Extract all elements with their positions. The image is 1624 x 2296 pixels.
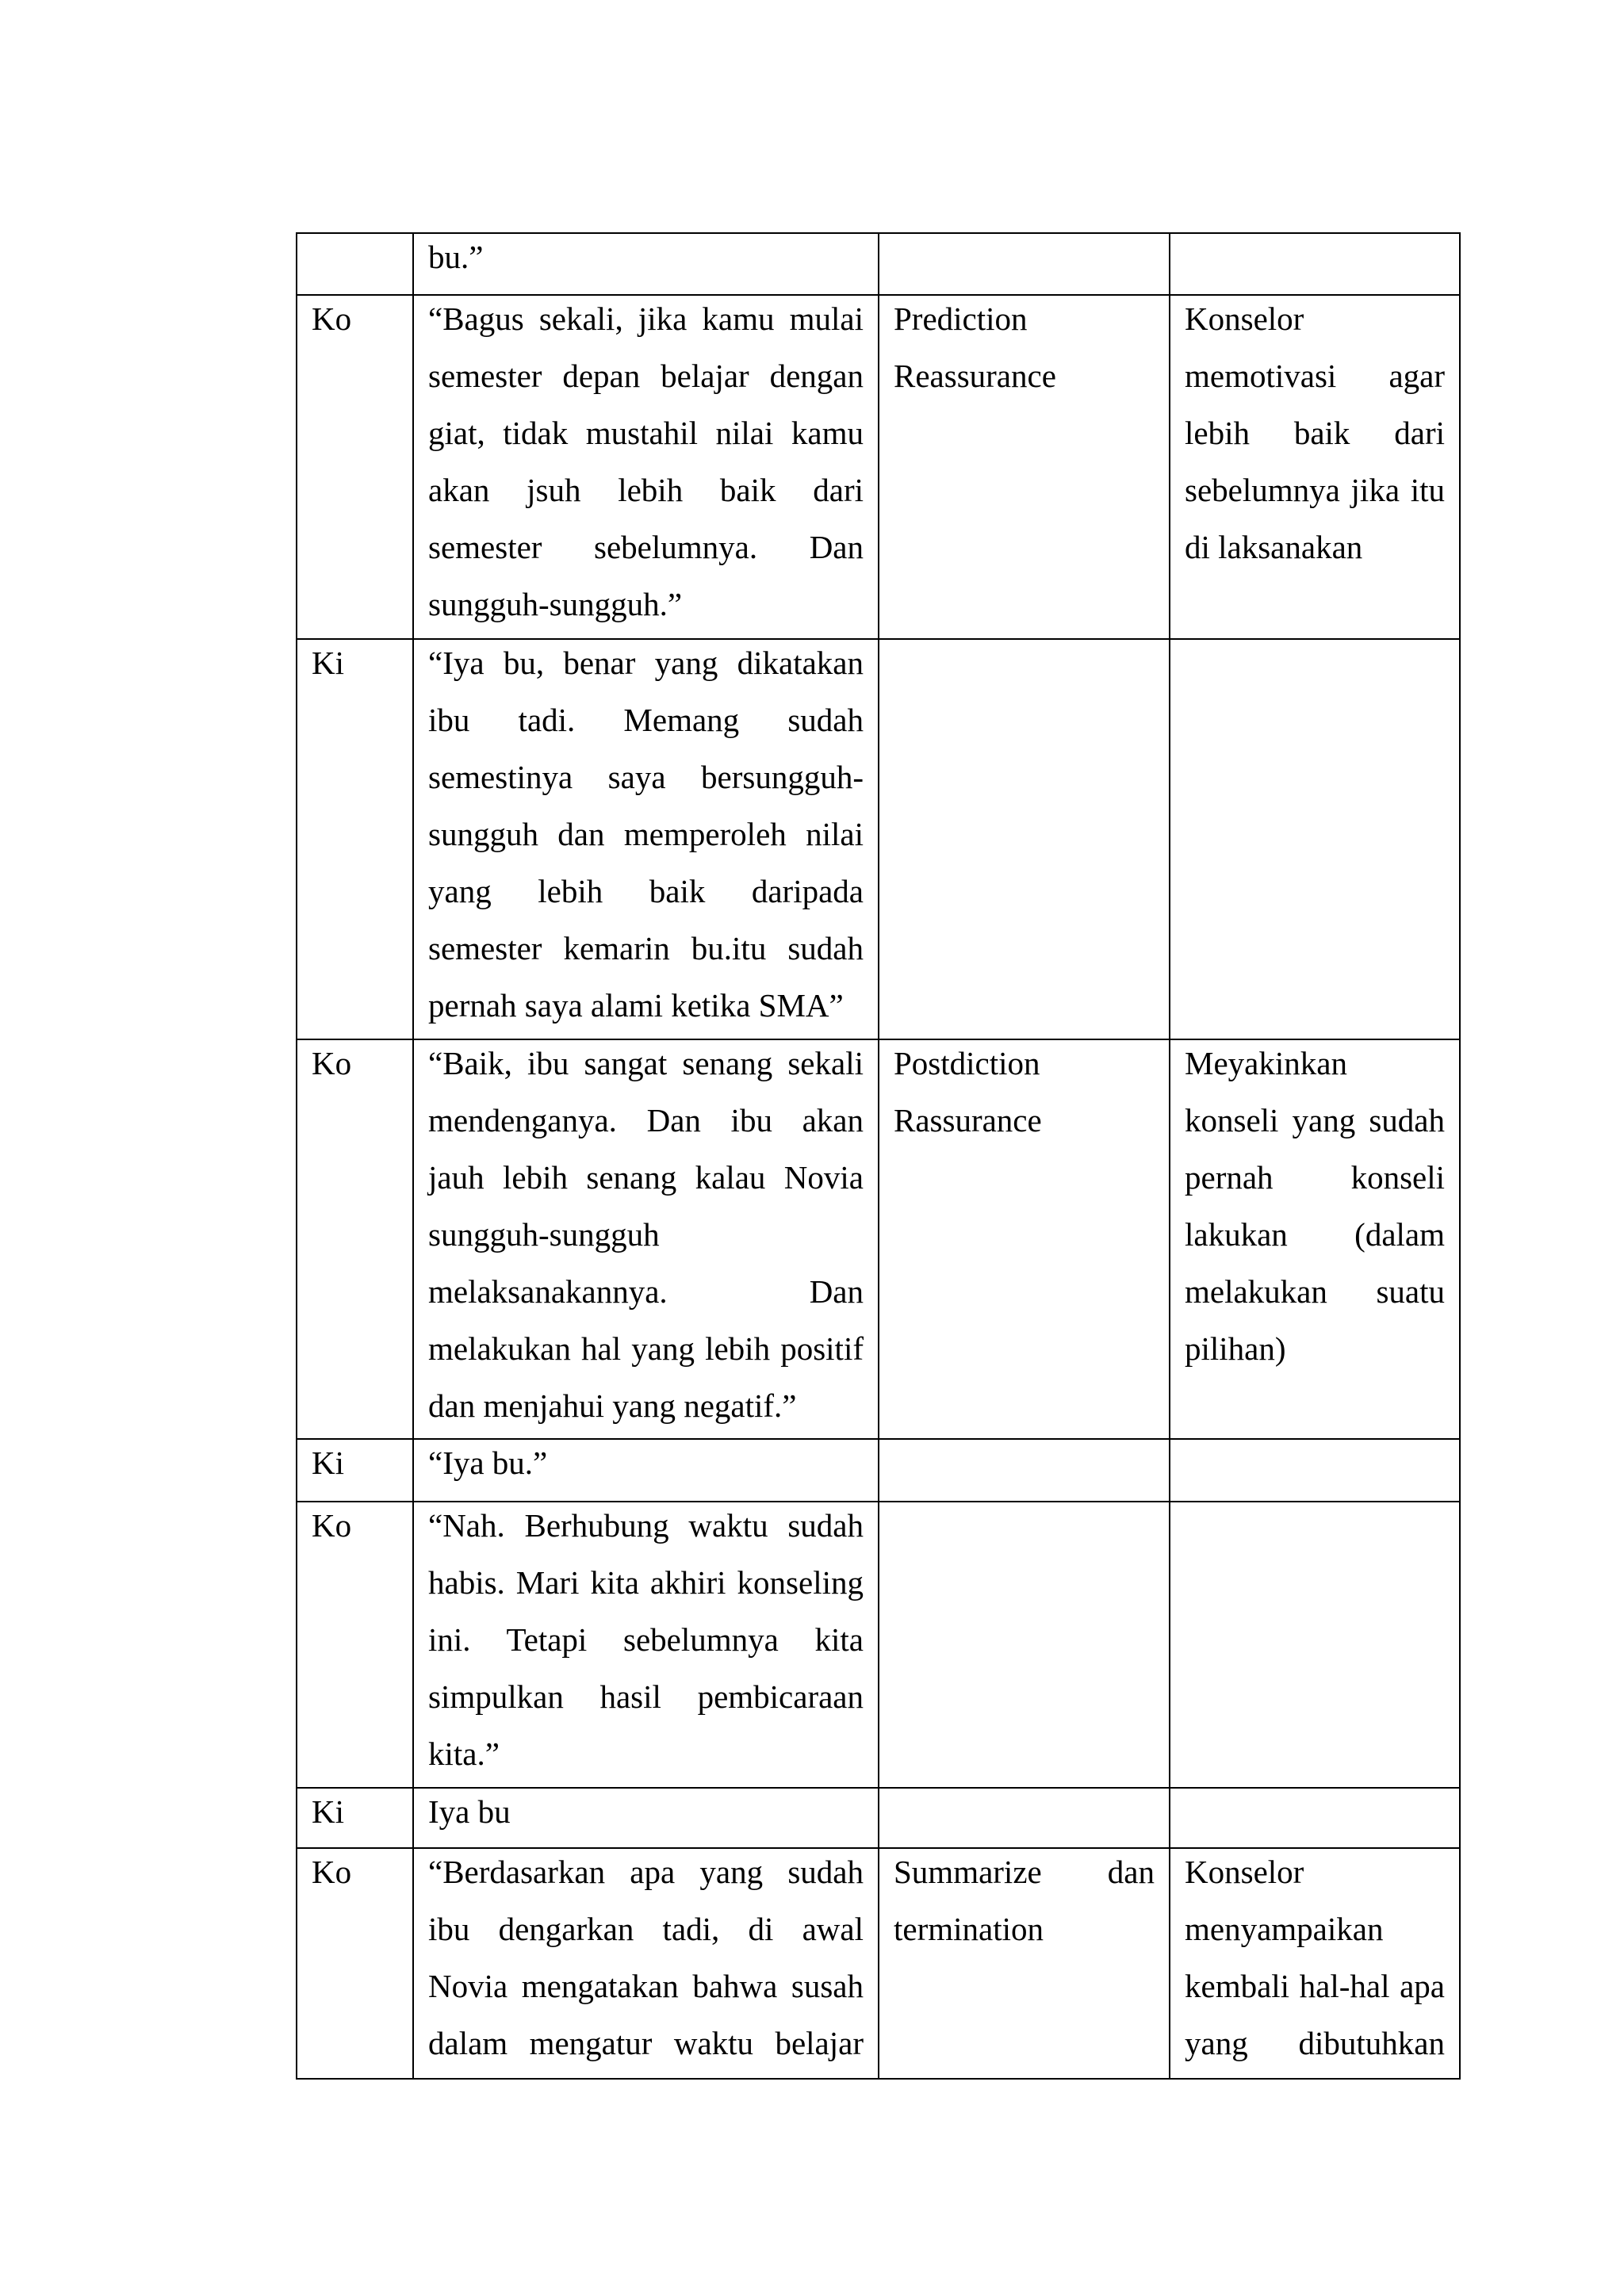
dialogue-line: semester depan belajar dengan [428,358,864,394]
description-line: konseli yang sudah [1185,1102,1445,1138]
description-cell [1170,1789,1461,1849]
dialogue-line: sungguh dan memperoleh nilai [428,816,864,852]
description-line: sebelumnya jika itu [1185,472,1445,508]
speaker-cell [297,1789,414,1849]
dialogue-line: “Nah. Berhubung waktu sudah [428,1507,864,1544]
speaker-label: Ko [312,1854,352,1890]
description-cell [1170,640,1461,1040]
dialogue-table [296,232,1461,2080]
dialogue-line: sungguh-sungguh.” [428,586,683,622]
technique-line: Postdiction [894,1045,1040,1081]
table-row [297,1502,1461,1789]
dialogue-cell [414,296,879,640]
dialogue-cell [414,1502,879,1789]
speaker-label: Ko [312,1507,352,1544]
dialogue-line: melaksanakannya. Dan [428,1273,864,1310]
dialogue-line: mendenganya. Dan ibu akan [428,1102,864,1138]
dialogue-line: “Berdasarkan apa yang sudah [428,1854,864,1890]
speaker-label: Ki [312,1793,344,1830]
dialogue-line: “Baik, ibu sangat senang sekali [428,1045,864,1081]
technique-line: Rassurance [894,1102,1042,1138]
description-cell [1170,1849,1461,2080]
description-cell [1170,1502,1461,1789]
table-row [297,234,1461,296]
technique-cell [879,1502,1170,1789]
dialogue-line: pernah saya alami ketika SMA” [428,987,844,1024]
dialogue-line: jauh lebih senang kalau Novia [428,1159,864,1196]
description-line: Meyakinkan [1185,1045,1347,1081]
dialogue-line: kita.” [428,1735,500,1772]
description-line: Konselor [1185,1854,1304,1890]
speaker-cell [297,296,414,640]
description-line: di laksanakan [1185,529,1363,565]
table-row [297,1440,1461,1502]
speaker-label: Ki [312,645,344,681]
technique-cell [879,1440,1170,1502]
technique-cell [879,1789,1170,1849]
dialogue-line: semester sebelumnya. Dan [428,529,864,565]
technique-line: Prediction [894,300,1028,337]
dialogue-line: melakukan hal yang lebih positif [428,1330,864,1367]
dialogue-cell [414,1040,879,1440]
speaker-cell [297,234,414,296]
table-row [297,640,1461,1040]
technique-cell [879,640,1170,1040]
speaker-cell [297,640,414,1040]
dialogue-line: ini. Tetapi sebelumnya kita [428,1621,864,1658]
dialogue-line: ibu tadi. Memang sudah [428,702,864,738]
dialogue-line: giat, tidak mustahil nilai kamu [428,415,864,451]
description-line: melakukan suatu [1185,1273,1445,1310]
description-cell [1170,1040,1461,1440]
speaker-label: Ki [312,1445,344,1481]
description-line: Konselor [1185,300,1304,337]
speaker-cell [297,1849,414,2080]
dialogue-line: bu.” [428,239,484,275]
description-line: memotivasi agar [1185,358,1445,394]
dialogue-line: ibu dengarkan tadi, di awal [428,1911,864,1947]
dialogue-line: dalam mengatur waktu belajar [428,2025,864,2061]
speaker-label: Ko [312,300,352,337]
dialogue-line: “Bagus sekali, jika kamu mulai [428,300,864,337]
description-line: pilihan) [1185,1330,1286,1367]
description-cell [1170,234,1461,296]
dialogue-cell [414,640,879,1040]
dialogue-line: semestinya saya bersungguh- [428,759,864,795]
dialogue-cell [414,1849,879,2080]
dialogue-line: Iya bu [428,1793,511,1830]
description-line: lakukan (dalam [1185,1216,1445,1253]
description-cell [1170,296,1461,640]
table-row [297,1849,1461,2080]
table-row [297,296,1461,640]
dialogue-line: Novia mengatakan bahwa susah [428,1968,864,2004]
technique-line: Summarize dan [894,1854,1155,1890]
description-line: kembali hal-hal apa [1185,1968,1445,2004]
table-row [297,1040,1461,1440]
dialogue-line: sungguh-sungguh [428,1216,660,1253]
dialogue-line: “Iya bu, benar yang dikatakan [428,645,864,681]
dialogue-line: dan menjahui yang negatif.” [428,1387,797,1424]
speaker-cell [297,1440,414,1502]
description-line: lebih baik dari [1185,415,1445,451]
description-line: menyampaikan [1185,1911,1384,1947]
speaker-cell [297,1040,414,1440]
dialogue-cell [414,234,879,296]
table-row [297,1789,1461,1849]
description-line: yang dibutuhkan [1185,2025,1445,2061]
technique-cell [879,234,1170,296]
technique-line: termination [894,1911,1044,1947]
description-line: pernah konseli [1185,1159,1445,1196]
dialogue-line: habis. Mari kita akhiri konseling [428,1564,864,1601]
dialogue-cell [414,1440,879,1502]
dialogue-line: “Iya bu.” [428,1445,548,1481]
dialogue-line: semester kemarin bu.itu sudah [428,930,864,966]
dialogue-cell [414,1789,879,1849]
speaker-cell [297,1502,414,1789]
technique-cell [879,1849,1170,2080]
dialogue-line: simpulkan hasil pembicaraan [428,1678,864,1715]
speaker-label: Ko [312,1045,352,1081]
technique-cell [879,1040,1170,1440]
description-cell [1170,1440,1461,1502]
dialogue-line: akan jsuh lebih baik dari [428,472,864,508]
technique-cell [879,296,1170,640]
technique-line: Reassurance [894,358,1056,394]
dialogue-line: yang lebih baik daripada [428,873,864,909]
